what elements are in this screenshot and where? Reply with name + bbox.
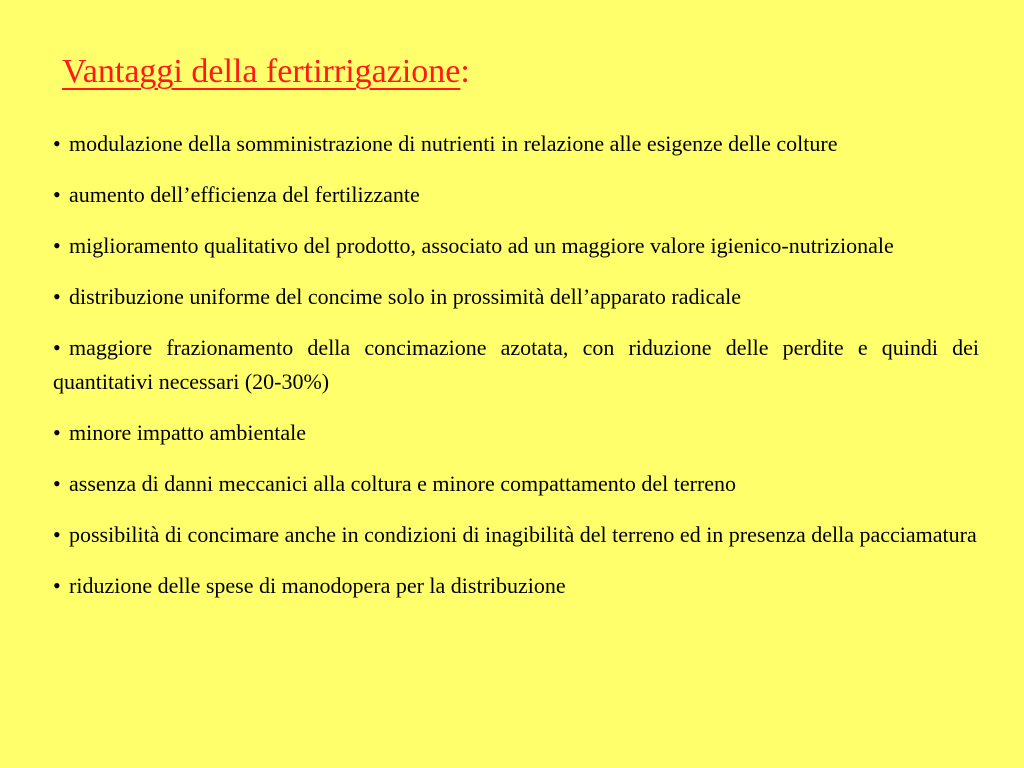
- slide-title-text: Vantaggi della fertirrigazione: [62, 53, 461, 90]
- bullet-dot: •: [53, 131, 61, 156]
- bullet-item: [53, 127, 979, 161]
- bullet-text: possibilità di concimare anche in condizioni di inagibilità del terreno ed in presenza della pacciamatura: [69, 522, 977, 547]
- bullet-dot: •: [53, 420, 61, 445]
- bullet-item: [53, 331, 979, 399]
- bullet-text: assenza di danni meccanici alla coltura e minore compattamento del terreno: [69, 471, 737, 496]
- bullet-item: [53, 280, 979, 314]
- bullet-item: [53, 416, 979, 450]
- bullet-dot: •: [53, 573, 61, 598]
- bullet-text: riduzione delle spese di manodopera per la distribuzione: [69, 573, 566, 598]
- slide-title: [62, 48, 470, 96]
- bullet-dot: •: [53, 522, 61, 547]
- bullet-item: [53, 518, 979, 552]
- bullet-dot: •: [53, 471, 61, 496]
- bullet-dot: •: [53, 233, 61, 258]
- bullet-list: [53, 127, 979, 620]
- bullet-dot: •: [53, 335, 61, 360]
- bullet-text: maggiore frazionamento della concimazione azotata, con riduzione delle perdite e quindi dei quantitativi necessari (20-30%): [53, 335, 979, 394]
- bullet-text: aumento dell’efficienza del fertilizzante: [69, 182, 420, 207]
- bullet-item: [53, 467, 979, 501]
- bullet-item: [53, 178, 979, 212]
- bullet-item: [53, 569, 979, 603]
- bullet-text: modulazione della somministrazione di nutrienti in relazione alle esigenze delle colture: [69, 131, 838, 156]
- bullet-dot: •: [53, 284, 61, 309]
- bullet-dot: •: [53, 182, 61, 207]
- bullet-text: distribuzione uniforme del concime solo in prossimità dell’apparato radicale: [69, 284, 742, 309]
- bullet-item: [53, 229, 979, 263]
- bullet-text: miglioramento qualitativo del prodotto, associato ad un maggiore valore igienico-nutrizionale: [69, 233, 894, 258]
- bullet-text: minore impatto ambientale: [69, 420, 307, 445]
- slide-title-colon: :: [460, 53, 470, 90]
